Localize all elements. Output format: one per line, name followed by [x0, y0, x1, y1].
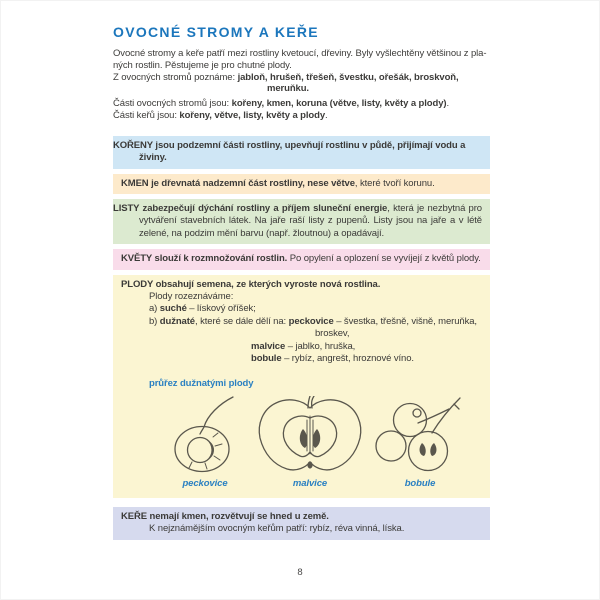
intro-paragraph — [113, 48, 490, 122]
intro-trees-species: jabloň, hrušeň, třešeň, švestku, ořešák, broskvoň, — [237, 71, 459, 83]
intro-tree-parts-label: Části ovocných stromů jsou: — [113, 98, 232, 110]
plody-bobule-term: bobule — [251, 353, 282, 365]
kere-definition-bold: KEŘE nemají kmen, rozvětvují se hned u země. — [121, 510, 329, 522]
kvety-definition-rest: Po opylení a oplození se vyvíjejí z květů plody. — [287, 253, 481, 265]
kmen-definition-rest: , které tvoří korunu. — [354, 177, 435, 189]
page-content — [113, 0, 490, 540]
berries-cross-section-icon — [360, 396, 480, 476]
intro-line-shrub-parts — [113, 110, 490, 122]
cherry-cross-section-icon — [145, 396, 265, 476]
figure-bobule — [360, 396, 480, 490]
plody-item-a-prefix: a) — [149, 303, 160, 315]
plody-item-suche — [149, 303, 482, 315]
plody-item-b-term: dužnaté — [159, 315, 195, 327]
definition-box-kere — [113, 507, 490, 540]
intro-shrub-parts-label: Části keřů jsou: — [113, 109, 180, 121]
plody-peckovice-fruits: – švestka, třešně, višně, meruňka, — [333, 315, 477, 327]
plody-malvice-term: malvice — [251, 340, 286, 352]
figure-caption: průřez dužnatými plody — [149, 378, 254, 390]
plody-item-b-prefix: b) — [149, 315, 160, 327]
intro-line-tree-parts — [113, 98, 490, 110]
definition-box-plody — [113, 275, 490, 498]
fruit-cross-section-figures — [121, 396, 482, 494]
intro-line-2 — [113, 60, 490, 72]
intro-shrub-parts-list: kořeny, větve, listy, květy a plody — [179, 109, 325, 121]
figure-peckovice — [145, 396, 265, 490]
intro-line-1-text: Ovocné stromy a keře patří mezi rostliny kvetoucí, dřeviny. Byly vyšlechtěny většinou z pla- — [113, 48, 487, 59]
plody-line-bobule — [251, 353, 482, 365]
page-number: 8 — [297, 567, 303, 578]
kvety-definition-bold: KVĚTY slouží k rozmnožování rostlin. — [121, 253, 288, 265]
intro-tree-parts-period: . — [446, 98, 450, 110]
plody-line-broskev — [315, 328, 482, 340]
figure-label-peckovice: peckovice — [182, 477, 228, 489]
intro-line-2-text: ných rostlin. Pěstujeme je pro chutné plody. — [113, 59, 292, 71]
intro-tree-parts-list: kořeny, kmen, koruna (větve, listy, květy a plody) — [231, 98, 447, 110]
plody-item-a-term: suché — [159, 303, 187, 315]
definition-box-koreny — [113, 136, 490, 169]
page-title: OVOCNÉ STROMY A KEŘE — [113, 24, 319, 40]
figure-label-malvice: malvice — [292, 477, 328, 489]
figure-label-bobule: bobule — [404, 477, 436, 489]
figure-malvice — [250, 396, 370, 490]
koreny-definition-text: KOŘENY jsou podzemní části rostliny, upevňují rostlinu v půdě, přijímají vodu a živiny. — [113, 139, 466, 164]
plody-bobule-fruits: – rybíz, angrešt, hroznové víno. — [281, 353, 414, 365]
plody-item-a-rest: – lískový oříšek; — [186, 303, 256, 315]
intro-merunka-text: meruňku. — [267, 83, 309, 95]
listy-definition-bold: LISTY zabezpečují dýchání rostliny a příjem sluneční energie — [113, 203, 388, 214]
definition-box-kmen — [113, 174, 490, 194]
plody-intro-text: Plody rozeznáváme: — [149, 291, 234, 303]
intro-line-trees-list — [113, 72, 490, 84]
intro-line-merunka — [267, 83, 490, 95]
kere-examples-line — [149, 523, 482, 535]
plody-heading — [121, 279, 482, 291]
plody-malvice-fruits: – jablko, hruška, — [285, 340, 356, 352]
intro-shrub-parts-period: . — [325, 109, 328, 121]
plody-broskev-text: broskev, — [315, 328, 350, 340]
plody-item-duznate — [149, 316, 482, 328]
kere-examples-text: K nejznámějším ovocným keřům patří: rybíz, réva vinná, líska. — [149, 523, 405, 535]
plody-heading-text: PLODY obsahují semena, ze kterých vyroste nová rostlina. — [121, 278, 381, 290]
apple-cross-section-icon — [250, 396, 370, 476]
plody-line-malvice — [251, 341, 482, 353]
intro-trees-label: Z ovocných stromů poznáme: — [113, 71, 238, 83]
definition-box-kvety — [113, 249, 490, 269]
definition-box-listy — [113, 199, 490, 244]
listy-definition-rest: , která je nezbytná pro vytváření stavebních látek. Na jaře raší listy z pupenů. Listy jsou na jaře a v létě zelené, na podzim mění barvu (např. žloutnou) a opadávají. — [139, 203, 482, 239]
plody-intro-line — [149, 291, 482, 303]
plody-peckovice-term: peckovice — [288, 315, 334, 327]
intro-line-1 — [113, 48, 490, 60]
plody-item-b-mid: , které se dále dělí na: — [195, 315, 289, 327]
kmen-definition-bold: KMEN je dřevnatá nadzemní část rostliny, nese větve — [121, 177, 355, 189]
